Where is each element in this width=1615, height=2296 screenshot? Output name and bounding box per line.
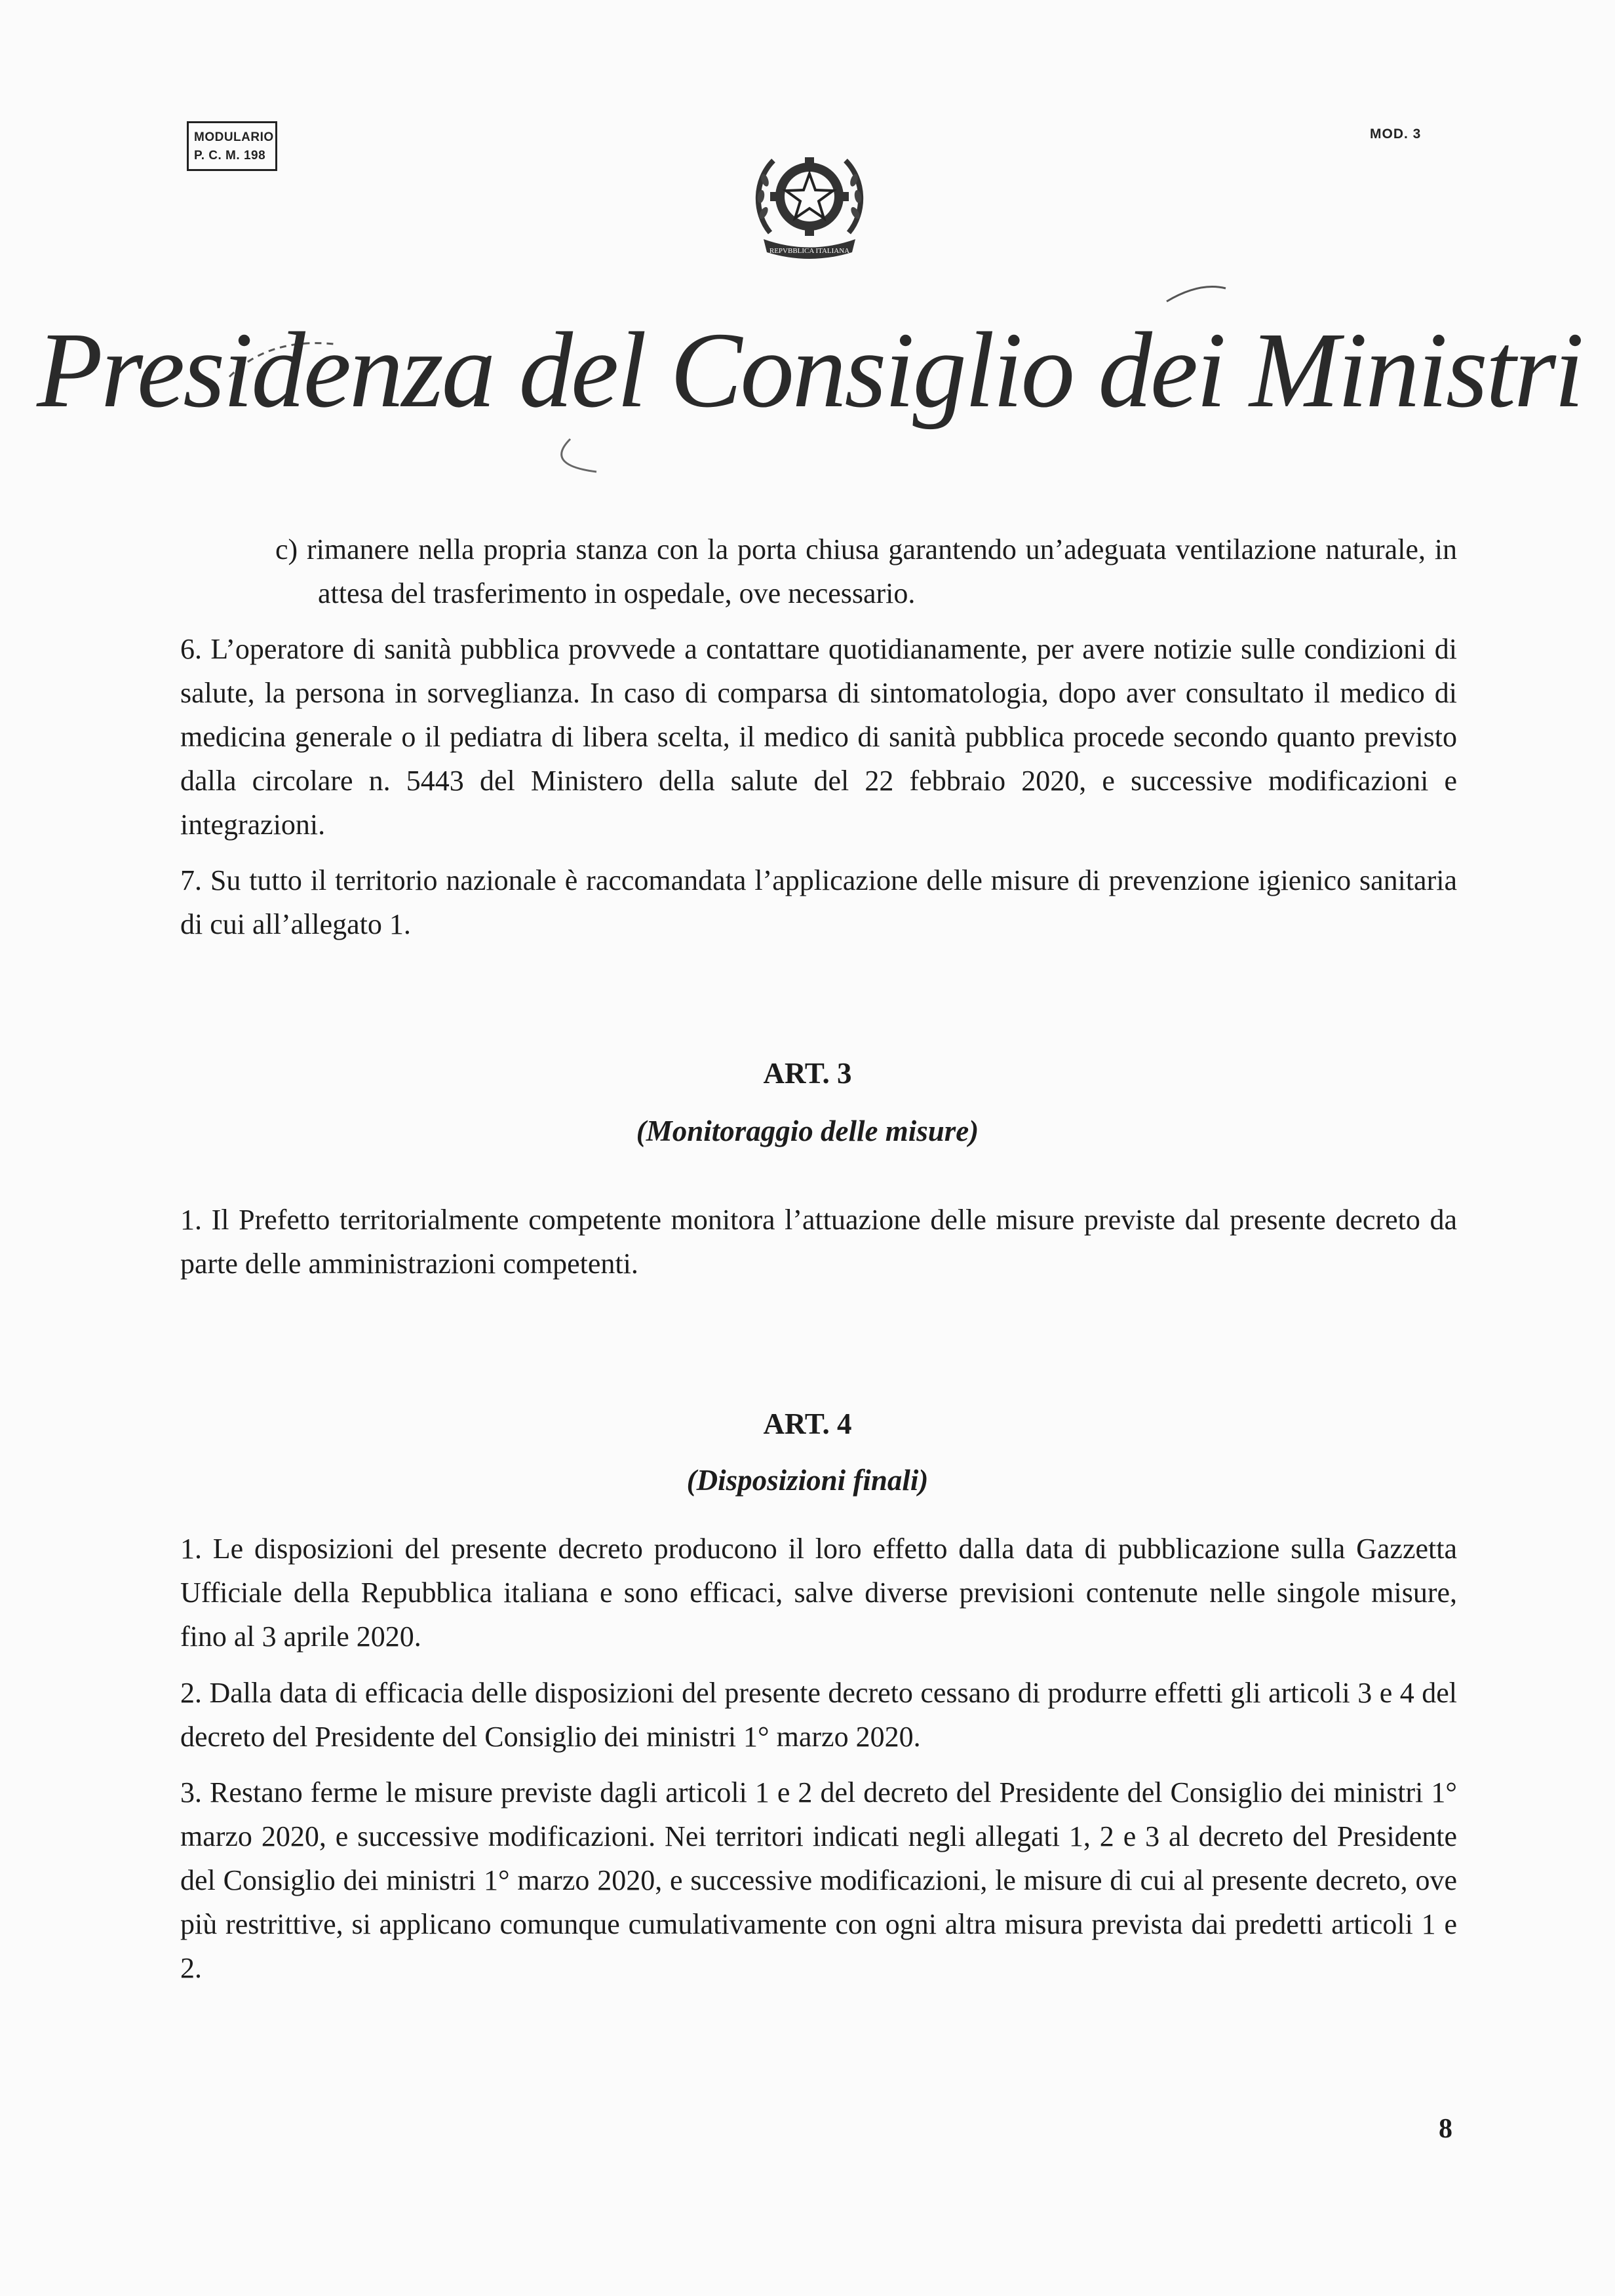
modulario-label: MODULARIO [194,130,274,144]
letterhead-script [37,275,1582,478]
art3-paragraph-1: 1. Il Prefetto territorialmente competente monitora l’attuazione delle misure previste dal presente decreto da parte delle amministrazioni competenti. [180,1204,1457,1280]
item-c-paragraph: c) rimanere nella propria stanza con la porta chiusa garantendo un’adeguata ventilazione naturale, in attesa del trasferimento in ospedale, ove necessario. [275,533,1457,609]
mod-label: MOD. 3 [1370,126,1422,142]
emblem-caption: REPVBBLICA ITALIANA [769,247,850,255]
art4-title: ART. 4 [763,1407,852,1440]
letterhead-text: Presidenza del Consiglio dei Ministri [37,310,1582,430]
italian-emblem-icon [744,134,875,265]
art4-paragraph-3: 3. Restano ferme le misure previste dagli articoli 1 e 2 del decreto del Presidente del Consiglio dei ministri 1° marzo 2020, e successive modificazioni. Nei territori indicati negli allegati 1, 2 e 3 al decreto del Presidente del Consiglio dei ministri 1° marzo 2020, e successive modificazioni, le misure di cui al presente decreto, ove più restrittive, si applicano comunque cumulativamente con ogni altra misura prevista dai predetti articoli 1 e 2. [180,1776,1457,1984]
pcm-label: P. C. M. 198 [194,149,266,163]
paragraph-6: 6. L’operatore di sanità pubblica provvede a contattare quotidianamente, per avere notizie sulle condizioni di salute, la persona in sorveglianza. In caso di comparsa di sintomatologia, dopo aver consultato il medico di medicina generale o il pediatra di libera scelta, il medico di sanità pubblica procede secondo quanto previsto dalla circolare n. 5443 del Ministero della salute del 22 febbraio 2020, e successive modificazioni e integrazioni. [180,633,1457,841]
art4-paragraph-1: 1. Le disposizioni del presente decreto producono il loro effetto dalla data di pubblicazione sulla Gazzetta Ufficiale della Repubblica italiana e sono efficaci, salve diverse previsioni contenute nelle singole misure, fino al 3 aprile 2020. [180,1533,1457,1653]
art3-title: ART. 3 [763,1057,852,1090]
art3-subtitle: (Monitoraggio delle misure) [636,1115,979,1147]
art4-subtitle: (Disposizioni finali) [686,1464,929,1497]
art4-paragraph-2: 2. Dalla data di efficacia delle disposizioni del presente decreto cessano di produrre effetti gli articoli 3 e 4 del decreto del Presidente del Consiglio dei ministri 1° marzo 2020. [180,1677,1457,1753]
page-number: 8 [1439,2114,1452,2144]
modulario-box [187,121,277,171]
paragraph-7: 7. Su tutto il territorio nazionale è raccomandata l’applicazione delle misure di prevenzione igienico sanitaria di cui all’allegato 1. [180,864,1457,940]
